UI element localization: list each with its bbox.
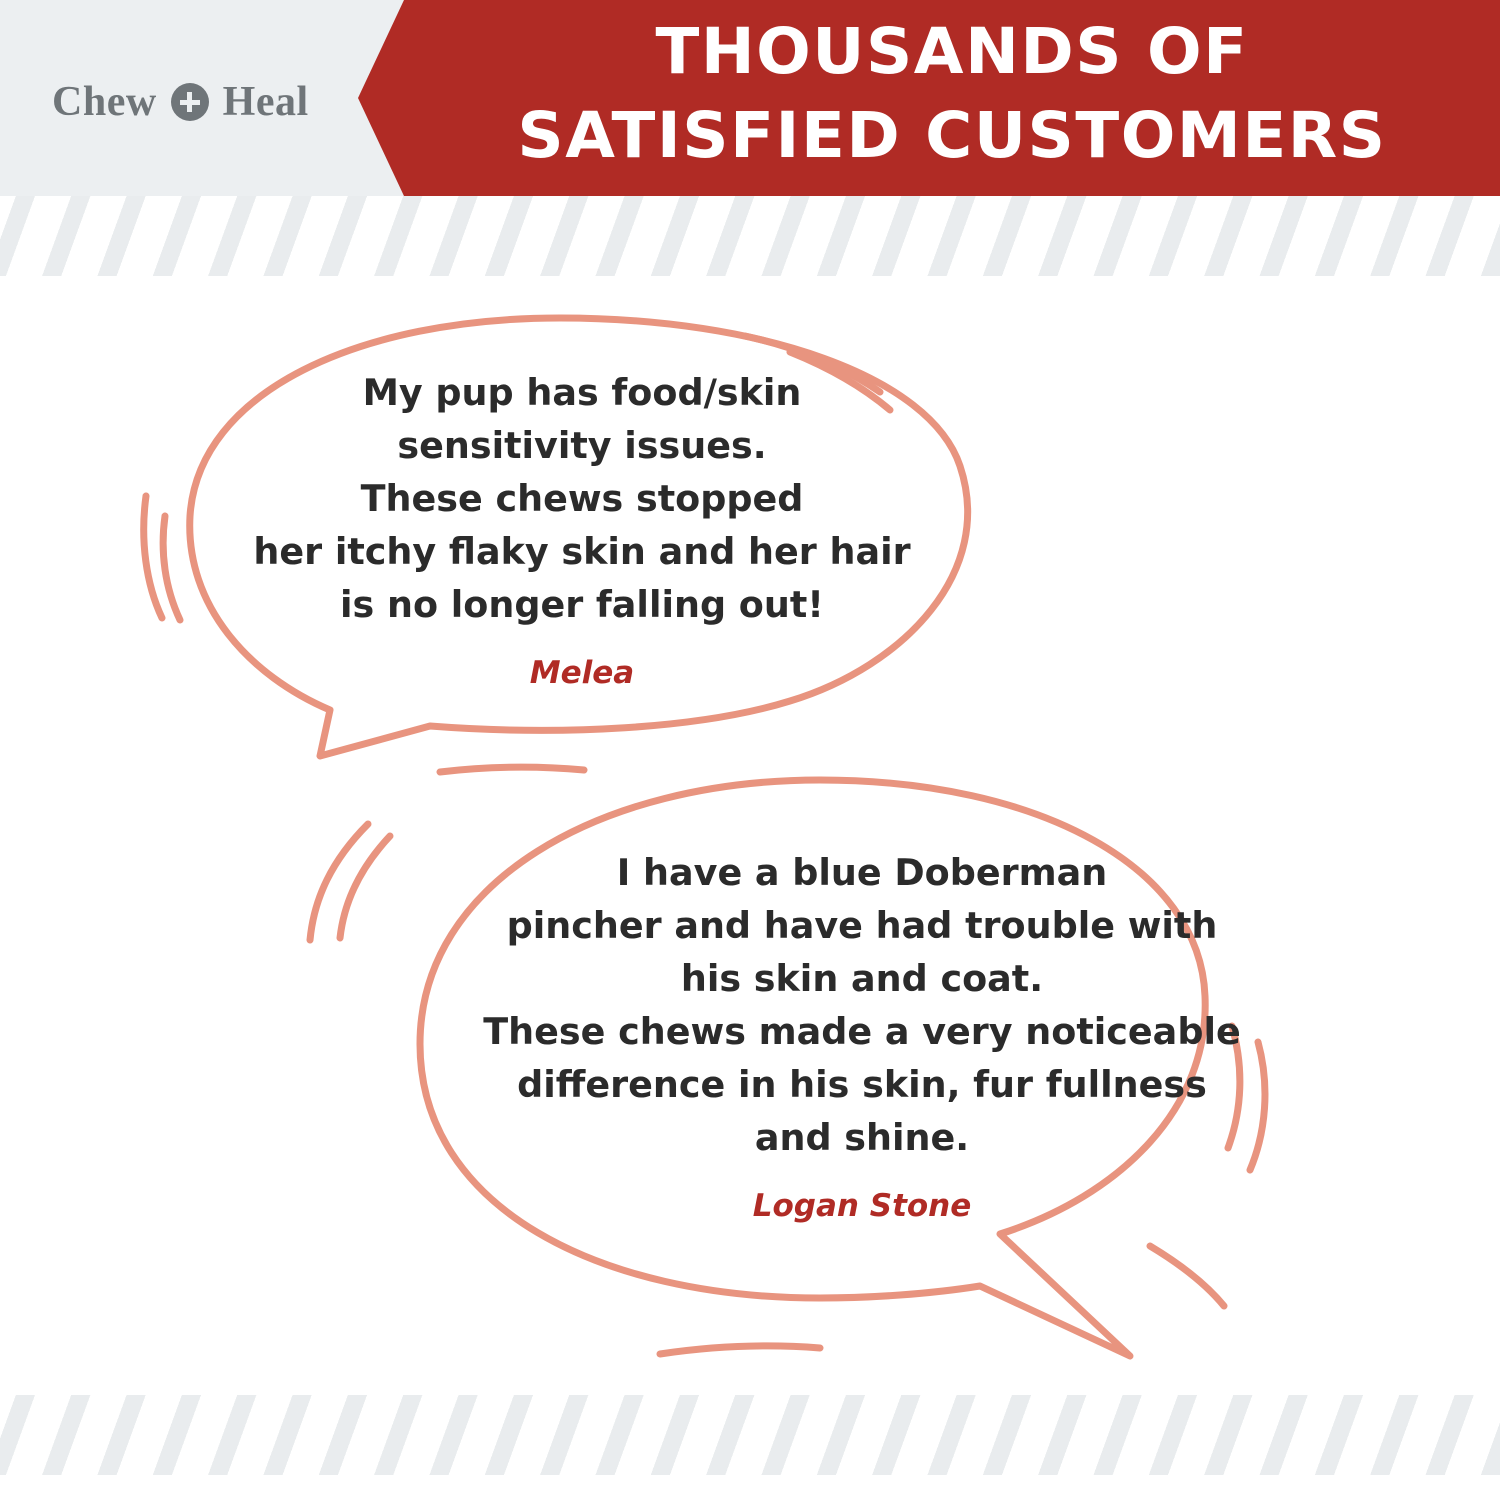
testimonial-2-author: Logan Stone	[752, 1188, 972, 1224]
testimonial-2	[462, 846, 1262, 1233]
header-title-line-2: SATISFIED CUSTOMERS	[517, 99, 1387, 172]
testimonial-1-line-1: My pup has food/skin	[362, 371, 802, 414]
medical-cross-icon	[171, 83, 209, 121]
page-title	[393, 10, 1500, 178]
testimonial-2-line-5: difference in his skin, fur fullness	[517, 1063, 1207, 1106]
testimonial-1	[232, 366, 932, 700]
bubble-accent-1d	[144, 496, 162, 618]
header-bar	[0, 0, 1500, 196]
brand-logo	[52, 78, 309, 126]
testimonial-2-line-3: his skin and coat.	[680, 957, 1044, 1000]
testimonial-1-line-5: is no longer falling out!	[340, 583, 824, 626]
bubble-accent-1e	[440, 767, 584, 772]
testimonial-1-line-2: sensitivity issues.	[397, 424, 767, 467]
testimonial-2-line-1: I have a blue Doberman	[616, 851, 1108, 894]
testimonial-2-line-2: pincher and have had trouble with	[506, 904, 1218, 947]
header-title-line-1: THOUSANDS OF	[655, 15, 1249, 88]
testimonial-1-author: Melea	[529, 655, 635, 691]
header-red-banner	[404, 0, 1500, 196]
bubble-accent-2f	[660, 1346, 820, 1354]
testimonials-area	[0, 196, 1500, 1500]
brand-name-left: Chew	[52, 79, 157, 125]
testimonial-2-line-6: and shine.	[754, 1116, 970, 1159]
brand-name-right: Heal	[222, 79, 309, 125]
testimonial-2-line-4: These chews made a very noticeable	[483, 1010, 1241, 1053]
testimonial-1-line-3: These chews stopped	[360, 477, 804, 520]
bubble-accent-1c	[163, 516, 180, 620]
bubble-accent-2e	[1150, 1246, 1224, 1306]
testimonial-1-line-4: her itchy flaky skin and her hair	[253, 530, 911, 573]
